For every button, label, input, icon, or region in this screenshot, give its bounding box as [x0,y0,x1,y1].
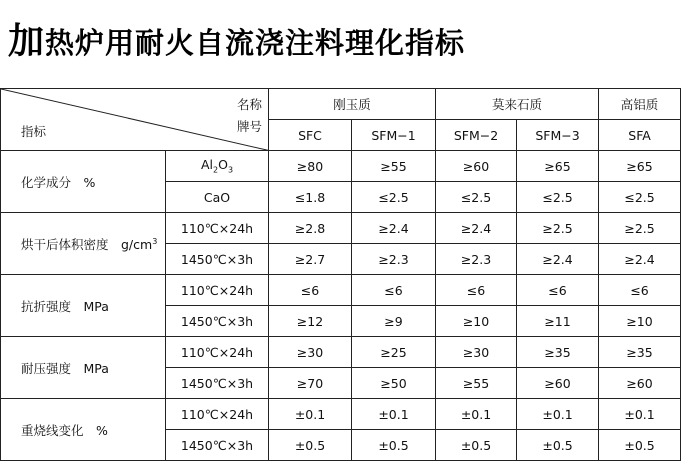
indicator-chemical: 化学成分 % [1,151,166,213]
spec-table [0,88,681,461]
value-cell: ±0.1 [352,399,436,430]
condition-1450c: 1450℃×3h [166,368,269,399]
value-cell: ≥11 [517,306,599,337]
grade-cell: SFM−1 [352,120,436,151]
indicator-compressive-strength: 耐压强度 MPa [1,337,166,399]
condition-110c: 110℃×24h [166,399,269,430]
al-subscript: 2 [213,165,219,175]
value-cell: ≥65 [599,151,681,182]
value-cell: ≥35 [599,337,681,368]
bulk-density-label: 烘干后体积密度 g/cm [21,236,153,252]
condition-cao: CaO [166,182,269,213]
bulk-density-unit-sup: 3 [152,236,158,246]
value-cell: ≥2.8 [269,213,352,244]
header-name-label: 名称 [236,97,262,112]
value-cell: ≥2.4 [436,213,517,244]
page-title-first-char: 加 [8,21,46,62]
condition-110c: 110℃×24h [166,337,269,368]
value-cell: ≥10 [599,306,681,337]
condition-1450c: 1450℃×3h [166,430,269,461]
table-row [1,213,681,244]
value-cell: ≥60 [517,368,599,399]
group-high-alumina: 高铝质 [599,89,681,120]
value-cell: ≥80 [269,151,352,182]
value-cell: ≥9 [352,306,436,337]
indicator-bulk-density [1,213,166,275]
value-cell: ≥2.7 [269,244,352,275]
condition-al2o3 [166,151,269,182]
value-cell: ±0.5 [352,430,436,461]
o-symbol: O [218,157,228,173]
value-cell: ≥60 [599,368,681,399]
value-cell: ±0.5 [269,430,352,461]
value-cell: ≥65 [517,151,599,182]
grade-cell: SFA [599,120,681,151]
value-cell: ±0.5 [436,430,517,461]
header-indicator-label: 指标 [21,124,47,139]
value-cell: ≥50 [352,368,436,399]
value-cell: ≥2.4 [517,244,599,275]
condition-110c: 110℃×24h [166,213,269,244]
indicator-reheat-linear-change: 重烧线变化 % [1,399,166,461]
value-cell: ±0.5 [517,430,599,461]
value-cell: ≥30 [269,337,352,368]
value-cell: ≥2.5 [517,213,599,244]
value-cell: ≤2.5 [599,182,681,213]
value-cell: ≥35 [517,337,599,368]
value-cell: ≥2.5 [599,213,681,244]
header-diagonal-line [1,89,269,151]
value-cell: ≥25 [352,337,436,368]
value-cell: ±0.1 [517,399,599,430]
value-cell: ≥2.4 [352,213,436,244]
value-cell: ≤6 [517,275,599,306]
o-subscript: 3 [227,165,234,175]
header-corner-cell [1,89,269,151]
value-cell: ≤6 [352,275,436,306]
value-cell: ≤1.8 [269,182,352,213]
table-row [1,399,681,430]
value-cell: ≤6 [599,275,681,306]
value-cell: ≥60 [436,151,517,182]
value-cell: ±0.1 [599,399,681,430]
value-cell: ≥2.4 [599,244,681,275]
value-cell: ≥55 [436,368,517,399]
value-cell: ±0.1 [269,399,352,430]
table-row [1,275,681,306]
group-corundum: 刚玉质 [269,89,436,120]
value-cell: ≥2.3 [436,244,517,275]
condition-110c: 110℃×24h [166,275,269,306]
value-cell: ≤2.5 [517,182,599,213]
table-row [1,337,681,368]
value-cell: ≤2.5 [352,182,436,213]
table-row [1,151,681,182]
value-cell: ≥70 [269,368,352,399]
grade-cell: SFC [269,120,352,151]
grade-cell: SFM−2 [436,120,517,151]
value-cell: ≥30 [436,337,517,368]
value-cell: ≤6 [436,275,517,306]
value-cell: ≥12 [269,306,352,337]
grade-cell: SFM−3 [517,120,599,151]
group-mullite: 莫来石质 [436,89,599,120]
value-cell: ≥2.3 [352,244,436,275]
page-title-rest: 热炉用耐火自流浇注料理化指标 [45,26,466,60]
al-symbol: Al [200,157,213,173]
value-cell: ≥10 [436,306,517,337]
header-row-groups [1,89,681,120]
value-cell: ≤2.5 [436,182,517,213]
value-cell: ≤6 [269,275,352,306]
header-grade-label: 牌号 [236,119,262,134]
value-cell: ±0.1 [436,399,517,430]
value-cell: ≥55 [352,151,436,182]
condition-1450c: 1450℃×3h [166,244,269,275]
value-cell: ±0.5 [599,430,681,461]
page-title [8,22,465,62]
condition-1450c: 1450℃×3h [166,306,269,337]
indicator-flexural-strength: 抗折强度 MPa [1,275,166,337]
